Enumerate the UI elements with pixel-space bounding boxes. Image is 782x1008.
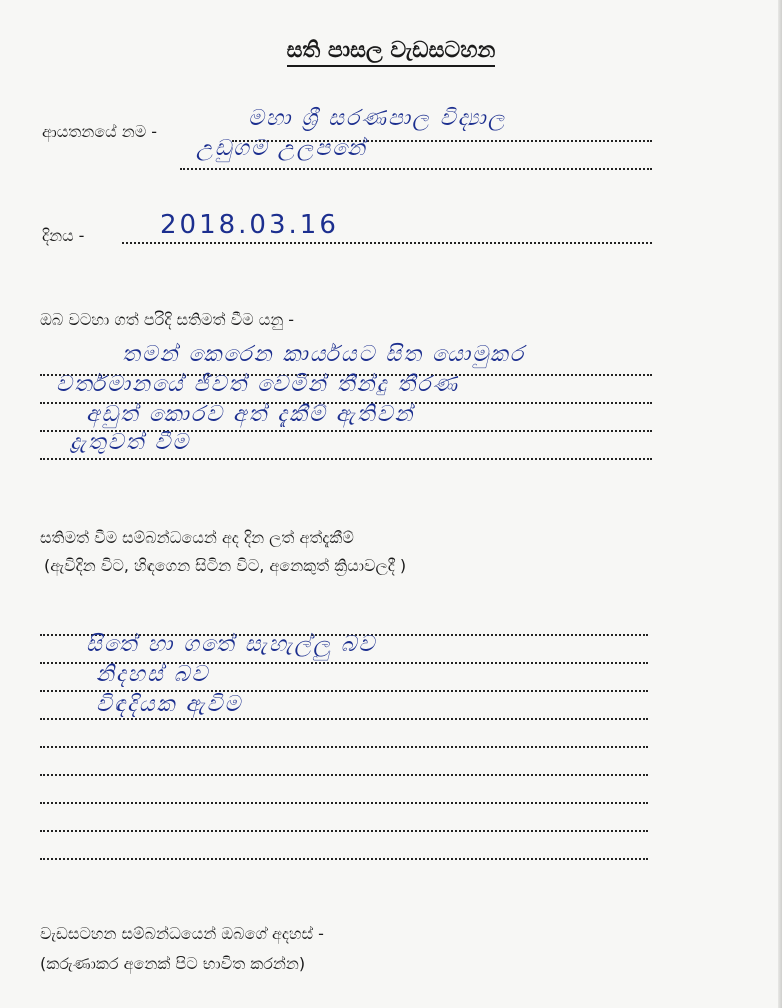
definition-label: ඔබ වටහා ගත් පරිදි සතිමත් වීම යනු -	[40, 310, 295, 329]
experience-value-3: විඳදියක ඇවිම	[96, 692, 243, 717]
institution-label: ආයතනයේ නම -	[42, 122, 158, 141]
experience-line-9	[40, 858, 648, 860]
form-title: සති පාසල වැඩසටහන	[0, 38, 782, 63]
experience-value-1: සිතේ හා ගතේ සැහැල්ලු බව	[86, 632, 377, 657]
institution-value-2: උඩුගම උලපනේ	[196, 136, 367, 161]
institution-value-1: මහා ශ්‍රී සරණපාල විද්‍යාල	[248, 106, 507, 131]
date-label: දිනය -	[42, 226, 85, 245]
definition-value-3: අඩුත් කොරව අත් දැකීම් ඇතිවන්	[86, 402, 415, 427]
experience-line-8	[40, 830, 648, 832]
page-edge-shadow	[778, 0, 782, 1008]
definition-value-1: තමන් කෙරෙන කාර්යයට සිත යොමුකර	[122, 342, 526, 367]
feedback-sublabel: (කරුණාකර අනෙක් පිට භාවිත කරන්න)	[40, 954, 306, 973]
definition-value-4: ද්‍රැතුවත් වීම	[70, 430, 191, 455]
experience-label: සතිමත් වීම සම්බන්ධයෙන් අද දින ලත් අත්දැකීම්	[40, 528, 354, 547]
experience-value-2: නිදහස් බව	[96, 662, 210, 687]
definition-line-4	[40, 458, 652, 460]
feedback-label: වැඩසටහන සම්බන්ධයෙන් ඔබගේ අදහස් -	[40, 924, 324, 943]
date-value: 2018.03.16	[160, 210, 339, 240]
experience-line-7	[40, 802, 648, 804]
experience-line-6	[40, 774, 648, 776]
experience-line-4	[40, 718, 648, 720]
institution-line-2	[180, 168, 652, 170]
date-line	[122, 242, 652, 244]
experience-sublabel: (ඇවිදින විට, හිඳගෙන සිටින විට, අනෙකුත් ක්‍රියාවලදී )	[44, 556, 407, 575]
definition-value-2: වර්තමානයේ ජීවත් වෙමින් තීන්දු තීරණ	[56, 372, 460, 397]
experience-line-5	[40, 746, 648, 748]
